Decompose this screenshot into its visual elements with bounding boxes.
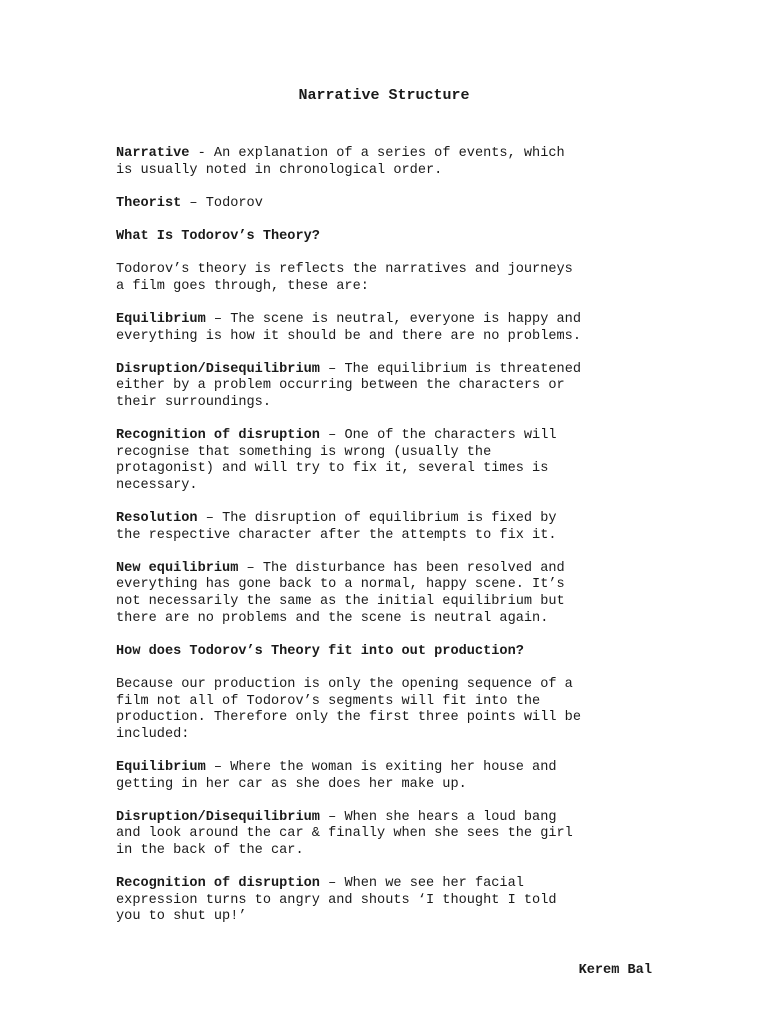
text-line [116, 511, 656, 528]
term-label: Resolution [116, 511, 198, 527]
text-line [116, 694, 656, 711]
text-line [116, 279, 656, 296]
text-line [116, 561, 656, 578]
term-separator: – [319, 428, 345, 444]
term-label: Recognition of disruption [116, 428, 320, 444]
line-text: is usually noted in chronological order. [116, 162, 443, 178]
term-label: Equilibrium [116, 311, 206, 327]
text-line [116, 395, 656, 412]
term-separator: – [205, 759, 231, 775]
line-text: film not all of Todorov’s segments will fit into the [116, 693, 541, 709]
definition-paragraph [116, 810, 656, 860]
line-text: everything has gone back to a normal, happy scene. It’s [116, 577, 565, 593]
definition-paragraph [116, 146, 656, 179]
text-line [116, 262, 656, 279]
line-text: Todorov [205, 195, 263, 211]
line-text: Where the woman is exiting her house and [230, 759, 557, 775]
text-line [116, 843, 656, 860]
line-text: getting in her car as she does her make up. [116, 776, 467, 792]
line-text: protagonist) and will try to fix it, several times is [116, 461, 549, 477]
text-line [116, 329, 656, 346]
term-separator: – [238, 560, 263, 576]
body-paragraph [116, 677, 656, 743]
text-line [116, 461, 656, 478]
definition-paragraph [116, 876, 656, 926]
line-text: The disruption of equilibrium is fixed by [222, 511, 557, 527]
term-label: Disruption/Disequilibrium [116, 809, 320, 825]
line-text: the respective character after the attempts to fix it. [116, 527, 557, 543]
definition-paragraph [116, 511, 656, 544]
text-line [116, 528, 656, 545]
line-text: everything is how it should be and there are no problems. [116, 328, 581, 344]
line-text: The disturbance has been resolved and [262, 560, 565, 576]
line-text: either by a problem occurring between the characters or [116, 378, 565, 394]
text-line [116, 445, 656, 462]
line-text: and look around the car & finally when she sees the girl [116, 826, 573, 842]
line-text: Because our production is only the opening sequence of a [116, 677, 573, 692]
line-text: in the back of the car. [116, 842, 304, 858]
text-line [116, 362, 656, 379]
term-separator: - [189, 146, 214, 161]
text-line [116, 378, 656, 395]
heading-text: What Is Todorov’s Theory? [116, 228, 320, 244]
author-name: Kerem Bal [578, 963, 652, 978]
text-line [116, 146, 656, 163]
section-heading [116, 229, 656, 246]
line-text: a film goes through, these are: [116, 278, 369, 294]
line-text: Todorov’s theory is reflects the narratives and journeys [116, 262, 573, 278]
term-label: Disruption/Disequilibrium [116, 361, 320, 377]
term-separator: – [319, 876, 345, 892]
text-line [116, 760, 656, 777]
line-text: not necessarily the same as the initial equilibrium but [116, 594, 565, 610]
line-text: production. Therefore only the first three points will be [116, 710, 581, 726]
text-line [116, 893, 656, 910]
text-line [116, 710, 656, 727]
line-text: When she hears a loud bang [344, 809, 557, 825]
line-text: recognise that something is wrong (usually the [116, 444, 492, 460]
page-title: Narrative Structure [298, 87, 470, 104]
text-line [116, 594, 656, 611]
line-text: One of the characters will [344, 428, 557, 444]
definition-paragraph [116, 760, 656, 793]
line-text: their surroundings. [116, 394, 271, 410]
text-line [116, 810, 656, 827]
document-body [116, 146, 656, 943]
text-line [116, 611, 656, 628]
definition-paragraph [116, 428, 656, 494]
term-separator: – [319, 809, 345, 825]
text-line [116, 478, 656, 495]
text-line [116, 727, 656, 744]
definition-paragraph [116, 561, 656, 627]
definition-paragraph [116, 362, 656, 412]
term-label: Equilibrium [116, 759, 206, 775]
term-separator: – [197, 511, 223, 527]
term-label: Recognition of disruption [116, 876, 320, 892]
line-text: When we see her facial [344, 876, 524, 892]
line-text: there are no problems and the scene is neutral again. [116, 610, 549, 626]
text-line [116, 876, 656, 893]
body-paragraph [116, 262, 656, 295]
text-line [116, 577, 656, 594]
line-text: An explanation of a series of events, which [213, 146, 565, 161]
term-label: Theorist [116, 195, 182, 211]
text-line [116, 196, 656, 213]
term-separator: – [181, 195, 206, 211]
line-text: The scene is neutral, everyone is happy and [230, 311, 581, 327]
term-label: Narrative [116, 146, 190, 161]
term-separator: – [205, 311, 231, 327]
text-line [116, 826, 656, 843]
text-line [116, 777, 656, 794]
line-text: included: [116, 726, 190, 742]
line-text: The equilibrium is threatened [344, 361, 582, 377]
text-line [116, 909, 656, 926]
text-line [116, 163, 656, 180]
line-text: expression turns to angry and shouts ‘I thought I told [116, 892, 557, 908]
definition-paragraph [116, 196, 656, 213]
line-text: you to shut up!’ [116, 909, 247, 925]
text-line [116, 312, 656, 329]
text-line [116, 677, 656, 694]
heading-text: How does Todorov’s Theory fit into out production? [116, 643, 524, 659]
line-text: necessary. [116, 477, 198, 493]
definition-paragraph [116, 312, 656, 345]
term-label: New equilibrium [116, 560, 239, 576]
term-separator: – [319, 361, 345, 377]
section-heading [116, 644, 656, 661]
text-line [116, 428, 656, 445]
